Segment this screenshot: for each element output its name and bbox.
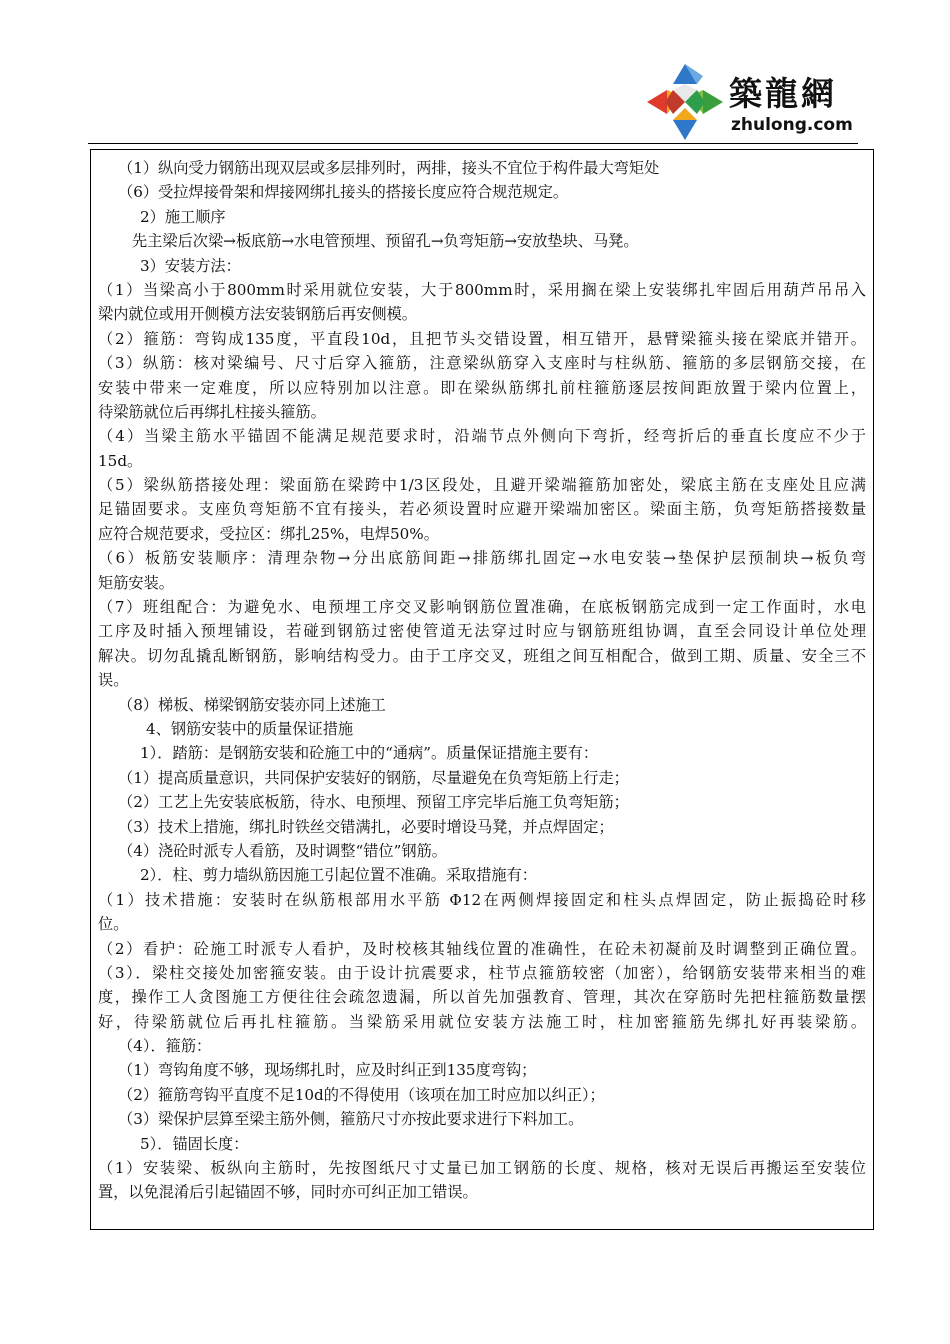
text-line: （1）安装梁、板纵向主筋时，先按图纸尺寸丈量已加工钢筋的长度、规格，核对无误后再搬运至安装位 bbox=[98, 1159, 866, 1178]
text-line: 3）安装方法： bbox=[140, 256, 241, 275]
text-line: 置，以免混淆后引起锚固不够，同时亦可纠正加工错误。 bbox=[98, 1183, 478, 1202]
text-line: 工序及时插入预埋铺设，若碰到钢筋过密使管道无法穿过时应与钢筋班组协调，直至会同设计单位处理 bbox=[98, 622, 866, 641]
text-line: （6）板筋安装顺序：清理杂物→分出底筋间距→排筋绑扎固定→水电安装→垫保护层预制块→板负弯 bbox=[98, 549, 866, 568]
logo-chinese-text: 築龍網 bbox=[729, 74, 837, 113]
text-line: （3）梁保护层算至梁主筋外侧，箍筋尺寸亦按此要求进行下料加工。 bbox=[118, 1110, 584, 1129]
text-line: 应符合规范要求，受拉区：绑扎25%，电焊50%。 bbox=[98, 524, 439, 543]
text-line: 安装中带来一定难度，所以应特别加以注意。即在梁纵筋绑扎前柱箍筋逐层按间距放置于梁内位置上， bbox=[98, 378, 866, 397]
content-box bbox=[90, 149, 874, 1230]
text-line: 待梁筋就位后再绑扎柱接头箍筋。 bbox=[98, 402, 326, 421]
text-line: （3）．梁柱交接处加密箍安装。由于设计抗震要求，柱节点箍筋较密（加密），给钢筋安装带来相当的难 bbox=[98, 963, 866, 982]
text-line: 解决。切勿乱撬乱断钢筋，影响结构受力。由于工序交叉，班组之间互相配合，做到工期、质量、安全三不 bbox=[98, 646, 866, 665]
text-line: （8）梯板、梯梁钢筋安装亦同上述施工 bbox=[118, 695, 386, 714]
text-line: 1）．踏筋：是钢筋安装和砼施工中的“通病”。质量保证措施主要有： bbox=[140, 744, 599, 763]
text-line: （1）提高质量意识，共同保护安装好的钢筋，尽量避免在负弯矩筋上行走； bbox=[118, 768, 629, 787]
text-line: （1）弯钩角度不够，现场绑扎时，应及时纠正到135度弯钩； bbox=[118, 1061, 537, 1080]
text-line: （3）技术上措施，绑扎时铁丝交错满扎，必要时增设马凳，并点焊固定； bbox=[118, 817, 614, 836]
text-line: 梁内就位或用开侧模方法安装钢筋后再安侧模。 bbox=[98, 305, 417, 324]
text-line: （4）．箍筋： bbox=[118, 1037, 212, 1056]
text-line: （5）梁纵筋搭接处理：梁面筋在梁跨中1/3区段处，且避开梁端箍筋加密处，梁底主筋在支座处且应满 bbox=[98, 476, 866, 495]
text-line: （4）浇砼时派专人看筋，及时调整“错位”钢筋。 bbox=[118, 841, 447, 860]
text-line: 先主梁后次梁→板底筋→水电管预埋、预留孔→负弯矩筋→安放垫块、马凳。 bbox=[132, 232, 639, 251]
text-line: 15d。 bbox=[98, 451, 143, 470]
text-line: 误。 bbox=[98, 671, 129, 690]
text-line: 矩筋安装。 bbox=[98, 573, 174, 592]
text-line: 足锚固要求。支座负弯矩筋不宜有接头，若必须设置时应避开梁端加密区。梁面主筋，负弯矩筋搭接数量 bbox=[98, 500, 866, 519]
text-line: 2）施工顺序 bbox=[140, 207, 226, 226]
text-line: （3）纵筋：核对梁编号、尺寸后穿入箍筋，注意梁纵筋穿入支座时与柱纵筋、箍筋的多层钢筋交接，在 bbox=[98, 354, 866, 373]
text-line: 5）．锚固长度： bbox=[140, 1134, 249, 1153]
text-line: （7）班组配合：为避免水、电预埋工序交叉影响钢筋位置准确，在底板钢筋完成到一定工作面时，水电 bbox=[98, 598, 866, 617]
text-line: （1）技术措施：安装时在纵筋根部用水平筋 Φ12在两侧焊接固定和柱头点焊固定，防止振捣砼时移 bbox=[98, 890, 866, 909]
text-line: （2）箍筋：弯钩成135度，平直段10d，且把节头交错设置，相互错开，悬臂梁箍头接在梁底并错开。 bbox=[98, 329, 866, 348]
text-line: （1）当梁高小于800mm时采用就位安装，大于800mm时，采用搁在梁上安装绑扎牢固后用葫芦吊吊入 bbox=[98, 280, 866, 299]
text-line: 度，操作工人贪图施工方便往往会疏忽遗漏，所以首先加强教育、管理，其次在穿筋时先把柱箍筋数量摆 bbox=[98, 988, 866, 1007]
text-line: 2）．柱、剪力墙纵筋因施工引起位置不准确。采取措施有： bbox=[140, 866, 537, 885]
text-line: （6）受拉焊接骨架和焊接网绑扎接头的搭接长度应符合规范规定。 bbox=[118, 183, 569, 202]
text-line: （2）看护：砼施工时派专人看护，及时校核其轴线位置的准确性，在砼未初凝前及时调整到正确位置。 bbox=[98, 939, 866, 958]
text-line: （2）箍筋弯钩平直度不足10d的不得使用（该项在加工时应加以纠正）； bbox=[118, 1085, 605, 1104]
text-line: 4、钢筋安装中的质量保证措施 bbox=[146, 719, 354, 738]
text-line: 好，待梁筋就位后再扎柱箍筋。当梁筋采用就位安装方法施工时，柱加密箍筋先绑扎好再装梁筋。 bbox=[98, 1012, 866, 1031]
text-line: （2）工艺上先安装底板筋，待水、电预埋、预留工序完毕后施工负弯矩筋； bbox=[118, 793, 629, 812]
text-line: （4）当梁主筋水平锚固不能满足规范要求时，沿端节点外侧向下弯折，经弯折后的垂直长度应不少于 bbox=[98, 427, 866, 446]
text-line: 位。 bbox=[98, 915, 129, 934]
text-line: （1）纵向受力钢筋出现双层或多层排列时，两排，接头不宜位于构件最大弯矩处 bbox=[118, 159, 660, 177]
header-rule bbox=[88, 143, 858, 144]
zhulong-logo-icon bbox=[645, 62, 725, 142]
logo-domain-text: zhulong.com bbox=[731, 115, 853, 135]
zhulong-logo bbox=[645, 62, 860, 142]
